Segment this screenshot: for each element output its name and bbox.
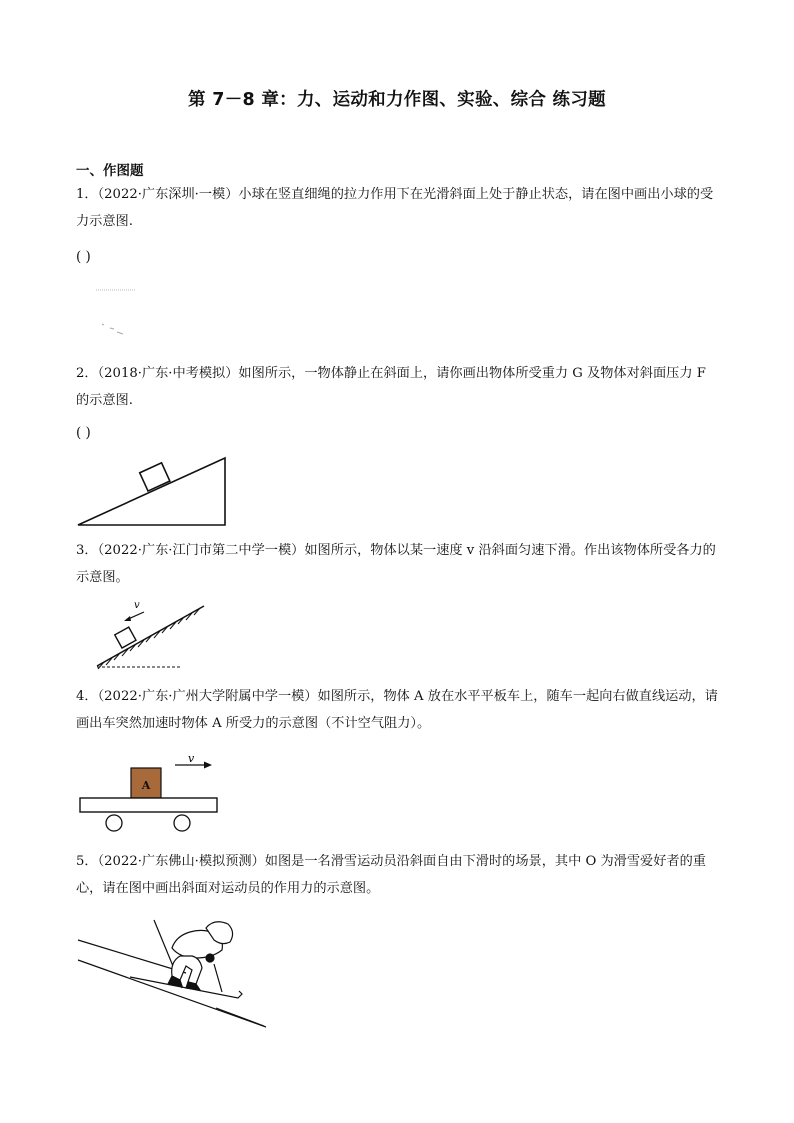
question-4-text: 4．（2022·广东·广州大学附属中学一模）如图所示，物体 A 放在水平平板车上，随车一起向右做直线运动，请画出车突然加速时物体 A 所受力的示意图（不计空气阻力）。 bbox=[76, 689, 718, 731]
q5-slope-lower-extension bbox=[216, 1008, 264, 1026]
q5-glove bbox=[206, 954, 214, 962]
q4-velocity-label: v bbox=[188, 752, 195, 765]
question-5-text: 5．（2022·广东佛山·模拟预测）如图是一名滑雪运动员沿斜面自由下滑时的场景，其中 O 为滑雪爱好者的重心，请在图中画出斜面对运动员的作用力的示意图。 bbox=[76, 854, 706, 896]
question-1-answer-paren: ( ) bbox=[76, 249, 91, 265]
q3-block bbox=[115, 627, 136, 648]
question-4-figure bbox=[78, 750, 223, 835]
q3-arrowhead bbox=[124, 616, 131, 621]
q4-cart-board bbox=[80, 798, 217, 812]
question-2-answer-paren: ( ) bbox=[76, 425, 91, 441]
q4-wheel-right bbox=[174, 815, 190, 831]
q4-block-label: A bbox=[141, 779, 151, 792]
question-3-text: 3．（2022·广东·江门市第二中学一模）如图所示，物体以某一速度 v 沿斜面匀速下滑。作出该物体所受各力的示意图。 bbox=[76, 543, 716, 585]
q4-arrowhead bbox=[204, 762, 212, 769]
q4-wheel-left bbox=[106, 815, 122, 831]
question-3-figure bbox=[92, 598, 212, 673]
q5-pole-right bbox=[214, 964, 222, 992]
question-2-figure bbox=[76, 455, 230, 527]
question-5-figure bbox=[76, 918, 276, 1030]
q1-slope-mark bbox=[102, 324, 123, 334]
question-1-figure bbox=[90, 280, 150, 340]
q5-slope-upper bbox=[78, 940, 186, 973]
q3-velocity-label: v bbox=[134, 600, 140, 611]
question-1-text: 1．（2022·广东深圳·一模）小球在竖直细绳的拉力作用下在光滑斜面上处于静止状态，请在图中画出小球的受力示意图. bbox=[76, 187, 714, 229]
q2-block bbox=[140, 463, 170, 491]
q5-skier bbox=[130, 920, 242, 998]
page-title: 第 7－8 章：力、运动和力作图、实验、综合 练习题 bbox=[188, 90, 606, 110]
section-heading: 一、作图题 bbox=[76, 163, 144, 179]
question-2-text: 2．（2018·广东·中考模拟）如图所示，一物体静止在斜面上，请你画出物体所受重力 G 及物体对斜面压力 F 的示意图. bbox=[76, 366, 706, 408]
